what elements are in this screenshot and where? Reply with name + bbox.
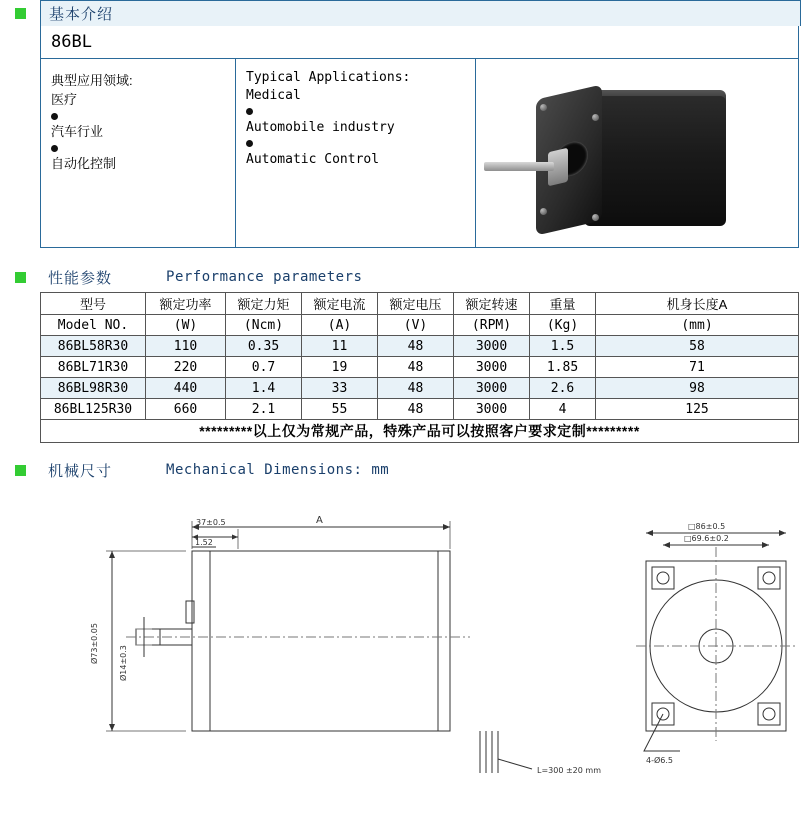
bullet-marker-performance bbox=[0, 262, 40, 292]
cell-current: 55 bbox=[302, 399, 378, 420]
intro-title-cn: 基本介绍 bbox=[49, 6, 114, 23]
cell-speed: 3000 bbox=[454, 399, 530, 420]
cell-model: 86BL58R30 bbox=[41, 336, 146, 357]
green-square-icon bbox=[15, 272, 26, 283]
dim-sq86-label: □86±0.5 bbox=[688, 522, 726, 531]
cell-length: 71 bbox=[596, 357, 799, 378]
bullet-marker-mechanical bbox=[0, 455, 40, 485]
th-torque-en: (Ncm) bbox=[226, 315, 302, 336]
dim-holes-label: 4-Ø6.5 bbox=[646, 756, 673, 765]
green-square-icon bbox=[15, 465, 26, 476]
motor-photo bbox=[532, 88, 752, 248]
applications-cn-column bbox=[41, 58, 236, 247]
dim-152-label: 1.52 bbox=[195, 538, 213, 547]
mechanical-drawing-svg bbox=[40, 489, 799, 789]
cell-weight: 4 bbox=[530, 399, 596, 420]
intro-title-bar bbox=[40, 0, 801, 26]
cell-torque: 2.1 bbox=[226, 399, 302, 420]
cell-speed: 3000 bbox=[454, 357, 530, 378]
cell-length: 98 bbox=[596, 378, 799, 399]
cell-model: 86BL125R30 bbox=[41, 399, 146, 420]
cell-voltage: 48 bbox=[378, 399, 454, 420]
table-row bbox=[41, 357, 799, 378]
th-model-en: Model NO. bbox=[41, 315, 146, 336]
green-square-icon bbox=[15, 8, 26, 19]
th-current-cn: 额定电流 bbox=[302, 293, 378, 315]
cell-power: 440 bbox=[146, 378, 226, 399]
dim-37-label: 37±0.5 bbox=[196, 518, 226, 527]
cell-voltage: 48 bbox=[378, 357, 454, 378]
performance-table bbox=[40, 292, 799, 443]
cell-length: 58 bbox=[596, 336, 799, 357]
applications-cn-heading: 典型应用领域: bbox=[51, 73, 133, 88]
bullet-marker-intro bbox=[0, 0, 40, 26]
th-speed-cn: 额定转速 bbox=[454, 293, 530, 315]
cell-voltage: 48 bbox=[378, 336, 454, 357]
cell-weight: 1.5 bbox=[530, 336, 596, 357]
th-model-cn: 型号 bbox=[41, 293, 146, 315]
applications-en-column bbox=[236, 58, 476, 247]
mechanical-title-cn: 机械尺寸 bbox=[48, 462, 113, 480]
table-header-row-en bbox=[41, 315, 799, 336]
custom-order-note: *********以上仅为常规产品，特殊产品可以按照客户要求定制********* bbox=[41, 420, 799, 443]
applications-en-heading: Typical Applications: bbox=[246, 70, 411, 85]
section-header-performance bbox=[0, 262, 801, 292]
th-power-en: (W) bbox=[146, 315, 226, 336]
cell-current: 33 bbox=[302, 378, 378, 399]
dim-A-label: A bbox=[316, 515, 323, 526]
table-row bbox=[41, 378, 799, 399]
mechanical-title-bar bbox=[40, 455, 801, 485]
cell-power: 110 bbox=[146, 336, 226, 357]
cell-torque: 1.4 bbox=[226, 378, 302, 399]
bullet-dot-icon bbox=[51, 108, 235, 123]
th-length-en: (mm) bbox=[596, 315, 799, 336]
section-header-intro bbox=[0, 0, 801, 26]
dim-dia73-label: Ø73±0.05 bbox=[90, 623, 99, 664]
th-speed-en: (RPM) bbox=[454, 315, 530, 336]
model-name: 86BL bbox=[51, 32, 92, 52]
table-note-row bbox=[41, 420, 799, 443]
cell-length: 125 bbox=[596, 399, 799, 420]
th-voltage-en: (V) bbox=[378, 315, 454, 336]
performance-title-bar bbox=[40, 262, 801, 292]
lead-length-label: L=300 ±20 mm bbox=[537, 766, 601, 775]
table-row bbox=[41, 336, 799, 357]
bullet-dot-icon bbox=[51, 140, 235, 155]
performance-title-en: Performance parameters bbox=[166, 269, 363, 285]
applications-cn-item-2: 自动化控制 bbox=[51, 156, 117, 171]
model-name-row bbox=[41, 26, 798, 59]
performance-title-cn: 性能参数 bbox=[48, 269, 113, 287]
cell-torque: 0.7 bbox=[226, 357, 302, 378]
th-voltage-cn: 额定电压 bbox=[378, 293, 454, 315]
cell-current: 11 bbox=[302, 336, 378, 357]
bullet-dot-icon bbox=[246, 136, 475, 151]
bullet-dot-icon bbox=[246, 104, 475, 119]
applications-cn-item-0: 医疗 bbox=[51, 92, 78, 107]
cell-model: 86BL71R30 bbox=[41, 357, 146, 378]
cell-weight: 2.6 bbox=[530, 378, 596, 399]
mechanical-title-en: Mechanical Dimensions: mm bbox=[166, 462, 390, 478]
th-length-cn: 机身长度A bbox=[596, 293, 799, 315]
product-photo-cell bbox=[476, 58, 798, 247]
th-current-en: (A) bbox=[302, 315, 378, 336]
cell-torque: 0.35 bbox=[226, 336, 302, 357]
cell-voltage: 48 bbox=[378, 378, 454, 399]
cell-weight: 1.85 bbox=[530, 357, 596, 378]
section-header-mechanical bbox=[0, 455, 801, 485]
intro-box bbox=[40, 26, 799, 248]
cell-power: 660 bbox=[146, 399, 226, 420]
applications-en-item-0: Medical bbox=[246, 88, 301, 103]
th-power-cn: 额定功率 bbox=[146, 293, 226, 315]
th-weight-cn: 重量 bbox=[530, 293, 596, 315]
mechanical-drawing bbox=[40, 489, 799, 789]
cell-speed: 3000 bbox=[454, 378, 530, 399]
cell-power: 220 bbox=[146, 357, 226, 378]
cell-current: 19 bbox=[302, 357, 378, 378]
applications-en-item-1: Automobile industry bbox=[246, 120, 395, 135]
dim-dia14-label: Ø14±0.3 bbox=[119, 645, 128, 681]
th-weight-en: (Kg) bbox=[530, 315, 596, 336]
table-row bbox=[41, 399, 799, 420]
dim-sq69-label: □69.6±0.2 bbox=[684, 534, 729, 543]
applications-cn-item-1: 汽车行业 bbox=[51, 124, 104, 139]
applications-en-item-2: Automatic Control bbox=[246, 152, 380, 167]
th-torque-cn: 额定力矩 bbox=[226, 293, 302, 315]
cell-model: 86BL98R30 bbox=[41, 378, 146, 399]
cell-speed: 3000 bbox=[454, 336, 530, 357]
table-header-row-cn bbox=[41, 293, 799, 315]
performance-table-wrapper bbox=[40, 292, 799, 443]
